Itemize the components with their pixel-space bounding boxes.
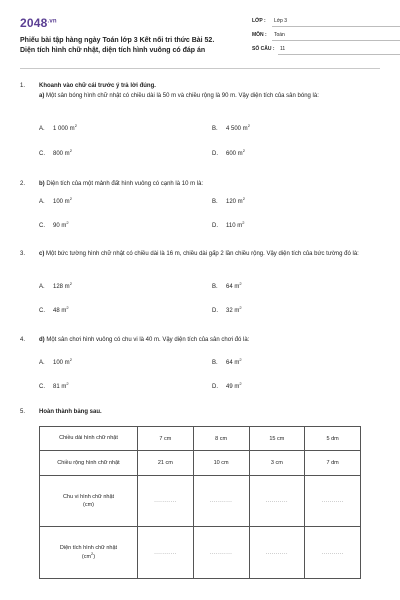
option-value: 48 m — [53, 308, 67, 314]
table-row — [40, 527, 361, 579]
answer-blank[interactable]: ........... — [193, 527, 249, 579]
question-body — [39, 180, 380, 190]
question-body — [39, 250, 380, 260]
option-a[interactable] — [39, 196, 72, 205]
option-value: 90 m — [53, 223, 67, 229]
question-4 — [20, 336, 380, 346]
option-a[interactable] — [39, 357, 72, 366]
option-c[interactable] — [39, 305, 69, 314]
question-heading: Hoàn thành bảng sau. — [39, 409, 102, 415]
option-letter: B. — [212, 126, 218, 132]
option-exponent: 2 — [242, 220, 245, 225]
table-cell: 8 cm — [193, 427, 249, 451]
meta-underline — [278, 54, 400, 55]
option-exponent: 2 — [74, 123, 77, 128]
part-label: c) — [39, 251, 45, 257]
question-text — [39, 336, 380, 346]
option-letter: C. — [39, 151, 45, 157]
row-header-line: Diện tích hình chữ nhật — [59, 545, 118, 551]
title-line-1: Phiếu bài tập hàng ngày Toán lớp 3 Kết nối tri thức Bài 52. — [20, 37, 215, 44]
question-heading: Khoanh vào chữ cái trước ý trả lời đúng. — [39, 83, 156, 89]
option-letter: C. — [39, 223, 45, 229]
meta-key: MÔN : — [252, 32, 267, 38]
question-number: 1. — [20, 83, 26, 89]
option-exponent: 2 — [69, 357, 72, 362]
question-text — [39, 92, 380, 102]
answer-blank[interactable]: ........... — [249, 476, 305, 527]
option-c[interactable] — [39, 148, 72, 157]
option-letter: A. — [39, 284, 45, 290]
header-divider — [20, 68, 380, 69]
unit-text: (cm — [81, 553, 92, 560]
option-d[interactable] — [212, 305, 242, 314]
option-value: 128 m — [53, 284, 70, 290]
table-cell: 5 dm — [305, 427, 361, 451]
question-number: 2. — [20, 181, 26, 187]
meta-underline — [272, 40, 400, 41]
table-cell: 7 cm — [138, 427, 194, 451]
row-header-line: Chu vi hình chữ nhật — [62, 493, 115, 500]
question-number: 3. — [20, 251, 26, 257]
option-d[interactable] — [212, 148, 245, 157]
meta-underline — [272, 26, 400, 27]
question-3 — [20, 250, 380, 260]
question-statement: Một sân bóng hình chữ nhật có chiều dài là 50 m và chiều rộng là 90 m. Vậy diện tích của sân bóng là: — [46, 92, 319, 99]
option-value: 110 m — [226, 223, 243, 229]
table-cell: 3 cm — [249, 451, 305, 476]
option-c[interactable] — [39, 381, 69, 390]
option-value: 64 m — [226, 284, 240, 290]
row-header-unit: (cm) — [83, 502, 94, 508]
option-exponent: 2 — [239, 305, 242, 310]
option-letter: B. — [212, 284, 218, 290]
option-letter: A. — [39, 199, 45, 205]
unit-close: ) — [93, 553, 96, 560]
option-letter: D. — [212, 151, 218, 157]
option-d[interactable] — [212, 220, 245, 229]
title-line-2: Diện tích hình chữ nhật, diện tích hình vuông có đáp án — [20, 46, 206, 54]
question-body — [39, 408, 380, 418]
answer-blank[interactable]: ........... — [305, 476, 361, 527]
row-header: Chiều rộng hình chữ nhật — [40, 451, 138, 476]
table-cell: 10 cm — [193, 451, 249, 476]
answer-blank[interactable]: ........... — [305, 527, 361, 579]
option-letter: A. — [39, 126, 45, 132]
option-value: 49 m — [226, 384, 240, 390]
meta-value: 11 — [280, 46, 286, 52]
rectangle-table — [39, 426, 361, 579]
option-value: 32 m — [226, 308, 240, 314]
unit-exponent: 2 — [91, 550, 94, 556]
table-row — [40, 427, 361, 451]
question-body — [39, 336, 380, 346]
option-value: 81 m — [53, 384, 67, 390]
table-cell: 21 cm — [138, 451, 194, 476]
logo-number: 2048 — [20, 16, 48, 30]
part-label: a) — [39, 92, 45, 99]
option-c[interactable] — [39, 220, 69, 229]
worksheet-header — [20, 12, 380, 62]
question-5 — [20, 408, 380, 418]
question-number: 5. — [20, 409, 26, 415]
table-row — [40, 451, 361, 476]
option-d[interactable] — [212, 381, 242, 390]
option-b[interactable] — [212, 357, 242, 366]
answer-blank[interactable]: ........... — [138, 527, 194, 579]
meta-row-subject — [252, 30, 400, 44]
option-exponent: 2 — [66, 381, 69, 386]
option-letter: D. — [212, 223, 218, 229]
option-exponent: 2 — [247, 123, 250, 128]
question-text — [39, 180, 380, 190]
question-number: 4. — [20, 337, 26, 343]
meta-key: SỐ CÂU : — [252, 46, 275, 52]
table-cell: 7 dm — [305, 451, 361, 476]
meta-row-class — [252, 16, 400, 30]
question-1 — [20, 82, 380, 101]
option-exponent: 2 — [242, 196, 245, 201]
option-b[interactable] — [212, 281, 242, 290]
option-a[interactable] — [39, 281, 72, 290]
meta-info — [252, 16, 400, 58]
part-label: d) — [39, 337, 45, 343]
meta-value: Toán — [274, 32, 285, 38]
option-value: 1 000 m — [53, 126, 75, 132]
option-exponent: 2 — [242, 148, 245, 153]
answer-blank[interactable]: ........... — [249, 527, 305, 579]
logo-domain: .vn — [47, 18, 57, 25]
part-label: b) — [39, 181, 45, 187]
option-exponent: 2 — [239, 281, 242, 286]
meta-value: Lớp 3 — [274, 18, 288, 24]
option-letter: A. — [39, 360, 45, 366]
option-value: 600 m — [226, 151, 243, 157]
row-header — [40, 476, 138, 527]
option-a[interactable] — [39, 123, 77, 132]
row-header-unit — [42, 550, 135, 562]
option-letter: D. — [212, 308, 218, 314]
option-exponent: 2 — [69, 196, 72, 201]
option-letter: C. — [39, 384, 45, 390]
option-exponent: 2 — [239, 381, 242, 386]
question-text — [39, 250, 380, 260]
row-header: Chiều dài hình chữ nhật — [40, 427, 138, 451]
option-value: 800 m — [53, 151, 70, 157]
option-letter: B. — [212, 199, 218, 205]
option-letter: C. — [39, 308, 45, 314]
table-cell: 15 cm — [249, 427, 305, 451]
answer-blank[interactable]: ........... — [138, 476, 194, 527]
question-body — [39, 82, 380, 101]
option-value: 100 m — [53, 199, 70, 205]
option-b[interactable] — [212, 123, 250, 132]
question-2 — [20, 180, 380, 190]
row-header — [40, 527, 138, 579]
option-value: 4 500 m — [226, 126, 248, 132]
option-value: 64 m — [226, 360, 240, 366]
meta-row-count — [252, 44, 400, 58]
option-exponent: 2 — [69, 281, 72, 286]
option-exponent: 2 — [66, 305, 69, 310]
option-letter: B. — [212, 360, 218, 366]
table-row — [40, 476, 361, 527]
option-value: 100 m — [53, 360, 70, 366]
option-exponent: 2 — [69, 148, 72, 153]
answer-blank[interactable]: ........... — [193, 476, 249, 527]
option-exponent: 2 — [239, 357, 242, 362]
option-exponent: 2 — [66, 220, 69, 225]
question-statement: Một bức tường hình chữ nhật có chiều dài là 16 m, chiều dài gấp 2 lần chiều rộng. Vậy diện tích của bức tường đó là: — [46, 251, 359, 257]
question-statement: Diện tích của một mảnh đất hình vuông có cạnh là 10 m là: — [46, 181, 204, 187]
worksheet-title — [20, 36, 235, 55]
question-statement: Một sân chơi hình vuông có chu vi là 40 m. Vậy diện tích của sân chơi đó là: — [46, 337, 250, 343]
option-letter: D. — [212, 384, 218, 390]
option-value: 120 m — [226, 199, 243, 205]
meta-key: LỚP : — [252, 18, 266, 24]
option-b[interactable] — [212, 196, 245, 205]
site-logo[interactable] — [20, 16, 57, 30]
